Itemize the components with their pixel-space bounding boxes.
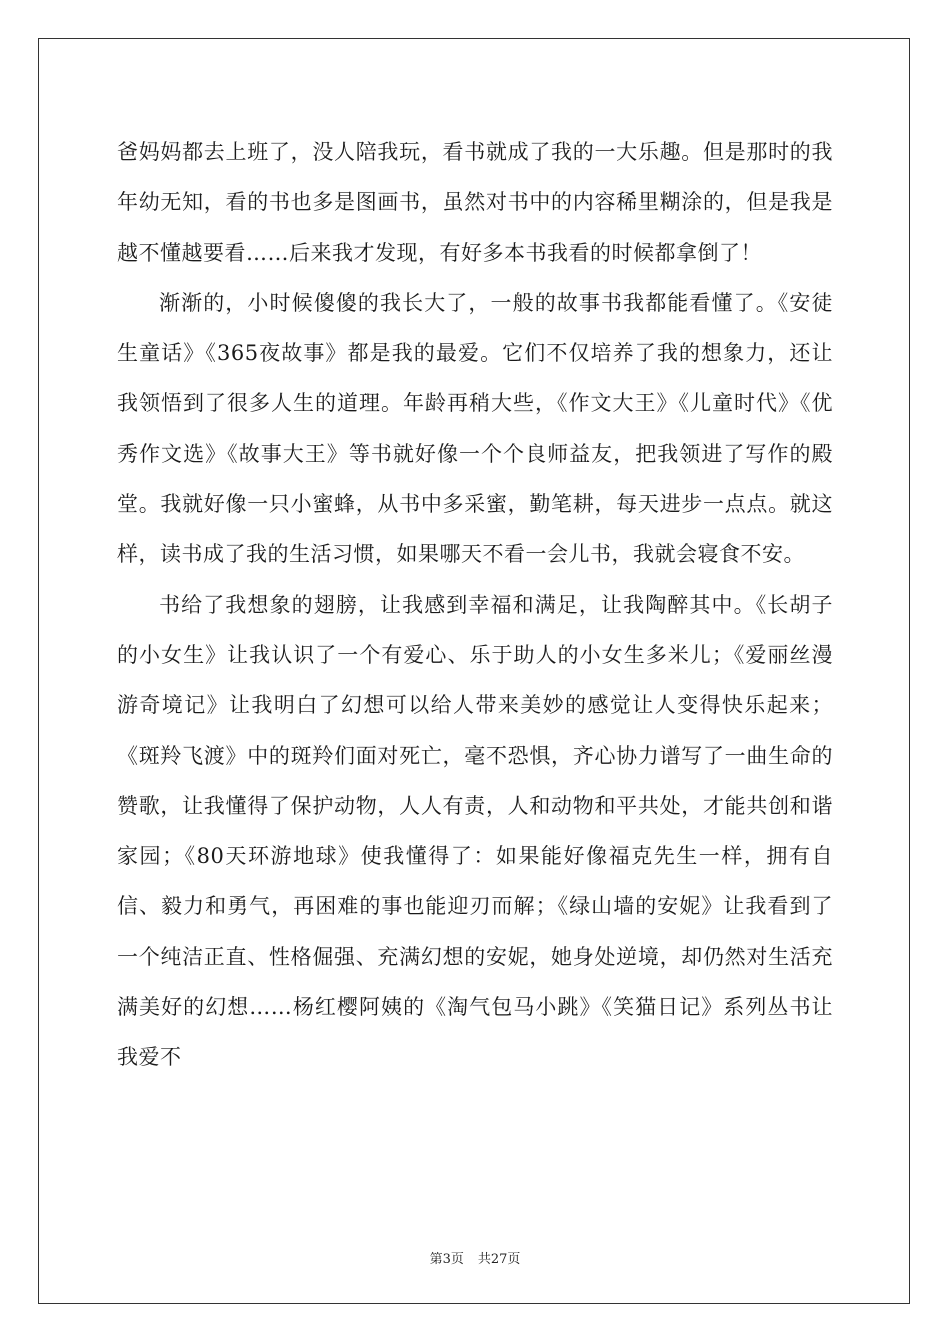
paragraph-1: 爸妈妈都去上班了，没人陪我玩，看书就成了我的一大乐趣。但是那时的我年幼无知，看的书也多是图画书，虽然对书中的内容稀里糊涂的，但是我是越不懂越要看……后来我才发现，有好多本书我看的时候都拿倒了！ <box>117 140 833 265</box>
document-body <box>117 127 833 1083</box>
page-number: 第3页 <box>429 1252 464 1267</box>
paragraph-2: 渐渐的，小时候傻傻的我长大了，一般的故事书我都能看懂了。《安徒生童话》《365夜故事》都是我的最爱。它们不仅培养了我的想象力，还让我领悟到了很多人生的道理。年龄再稍大些，《作文大王》《儿童时代》《优秀作文选》《故事大王》等书就好像一个个良师益友，把我领进了写作的殿堂。我就好像一只小蜜蜂，从书中多采蜜，勤笔耕，每天进步一点点。就这样，读书成了我的生活习惯，如果哪天不看一会儿书，我就会寝食不安。 <box>117 290 833 567</box>
page-footer <box>0 1248 950 1267</box>
paragraph-3: 书给了我想象的翅膀，让我感到幸福和满足，让我陶醉其中。《长胡子的小女生》让我认识了一个有爱心、乐于助人的小女生多米儿；《爱丽丝漫游奇境记》让我明白了幻想可以给人带来美妙的感觉让人变得快乐起来；《斑羚飞渡》中的斑羚们面对死亡，毫不恐惧，齐心协力谱写了一曲生命的赞歌，让我懂得了保护动物，人人有责，人和动物和平共处，才能共创和谐家园；《80天环游地球》使我懂得了：如果能好像福克先生一样，拥有自信、毅力和勇气，再困难的事也能迎刃而解；《绿山墙的安妮》让我看到了一个纯洁正直、性格倔强、充满幻想的安妮，她身处逆境，却仍然对生活充满美好的幻想……杨红樱阿姨的《淘气包马小跳》《笑猫日记》系列丛书让我爱不 <box>117 592 833 1070</box>
page-total: 共27页 <box>477 1252 521 1267</box>
